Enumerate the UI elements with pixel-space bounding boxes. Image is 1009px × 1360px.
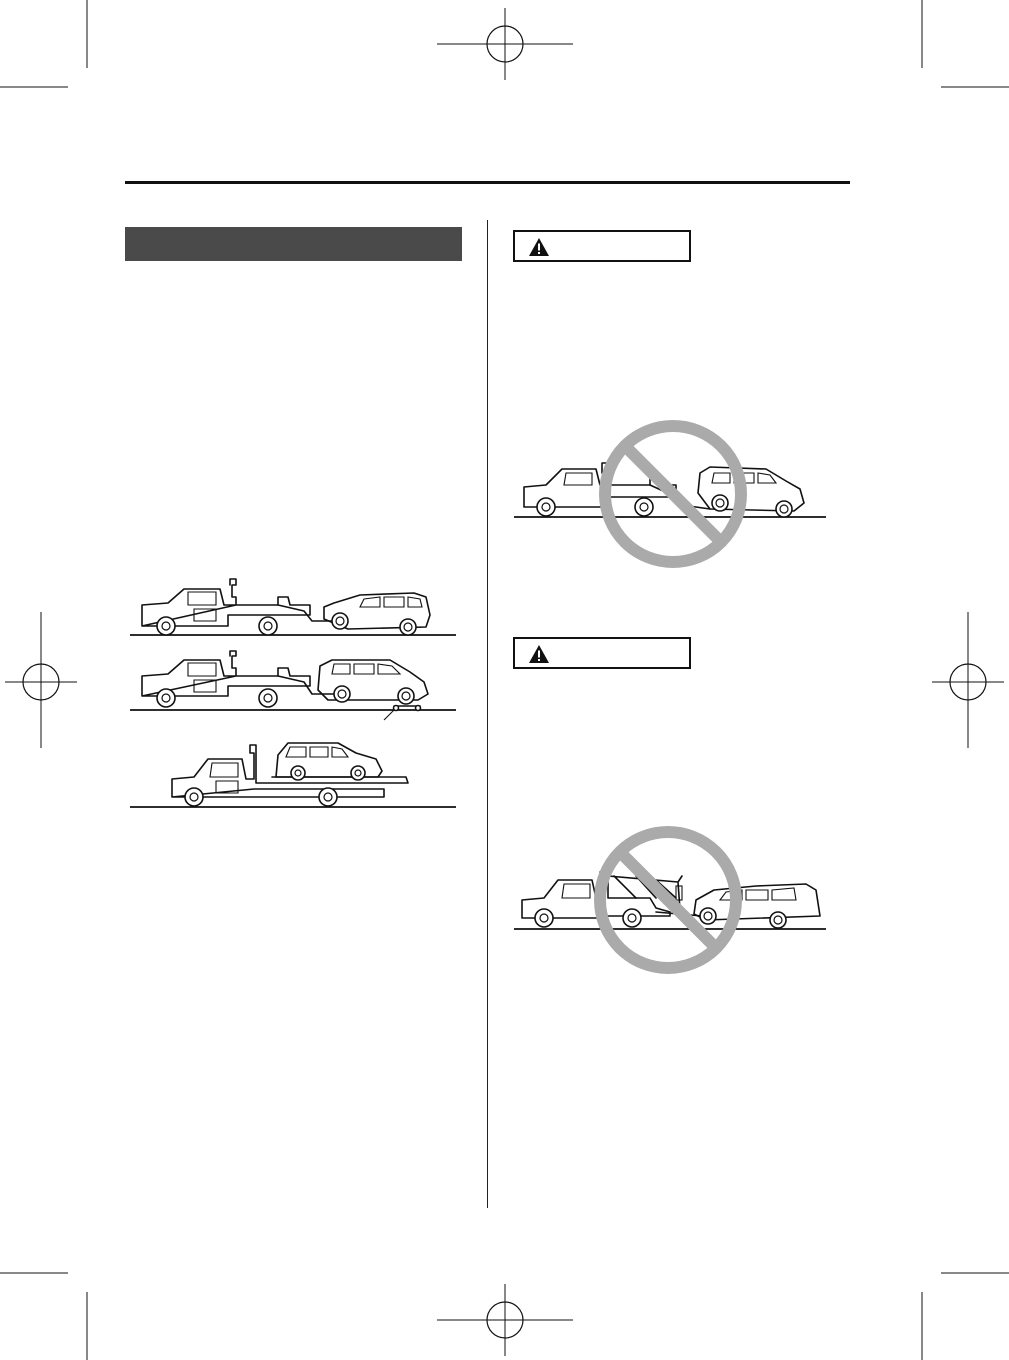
section-heading-bar [125, 227, 462, 261]
column-divider [487, 220, 488, 1208]
crop-mark-top-right [919, 0, 1009, 90]
figure-sling-type-tow-prohibited [510, 820, 830, 985]
crop-mark-bottom-left [0, 1270, 90, 1360]
figure-wheel-lift-tow-with-dollies [128, 650, 458, 735]
warning-triangle-icon [528, 644, 550, 664]
registration-mark-left [5, 610, 77, 750]
warning-triangle-icon [528, 237, 550, 257]
registration-mark-bottom [437, 1284, 577, 1356]
registration-mark-top [437, 8, 577, 80]
crop-mark-bottom-right [919, 1270, 1009, 1360]
figure-flatbed-transport [128, 735, 458, 813]
warning-box-2 [513, 637, 691, 669]
prohibited-circle-icon [600, 832, 736, 968]
registration-mark-right [932, 610, 1004, 750]
header-rule [125, 181, 850, 184]
crop-mark-top-left [0, 0, 90, 90]
warning-box-1 [513, 230, 691, 262]
figure-wheel-lift-tow-front [128, 575, 458, 640]
figure-rear-wheel-lift-tow-prohibited [510, 415, 830, 575]
prohibited-circle-icon [605, 426, 741, 562]
